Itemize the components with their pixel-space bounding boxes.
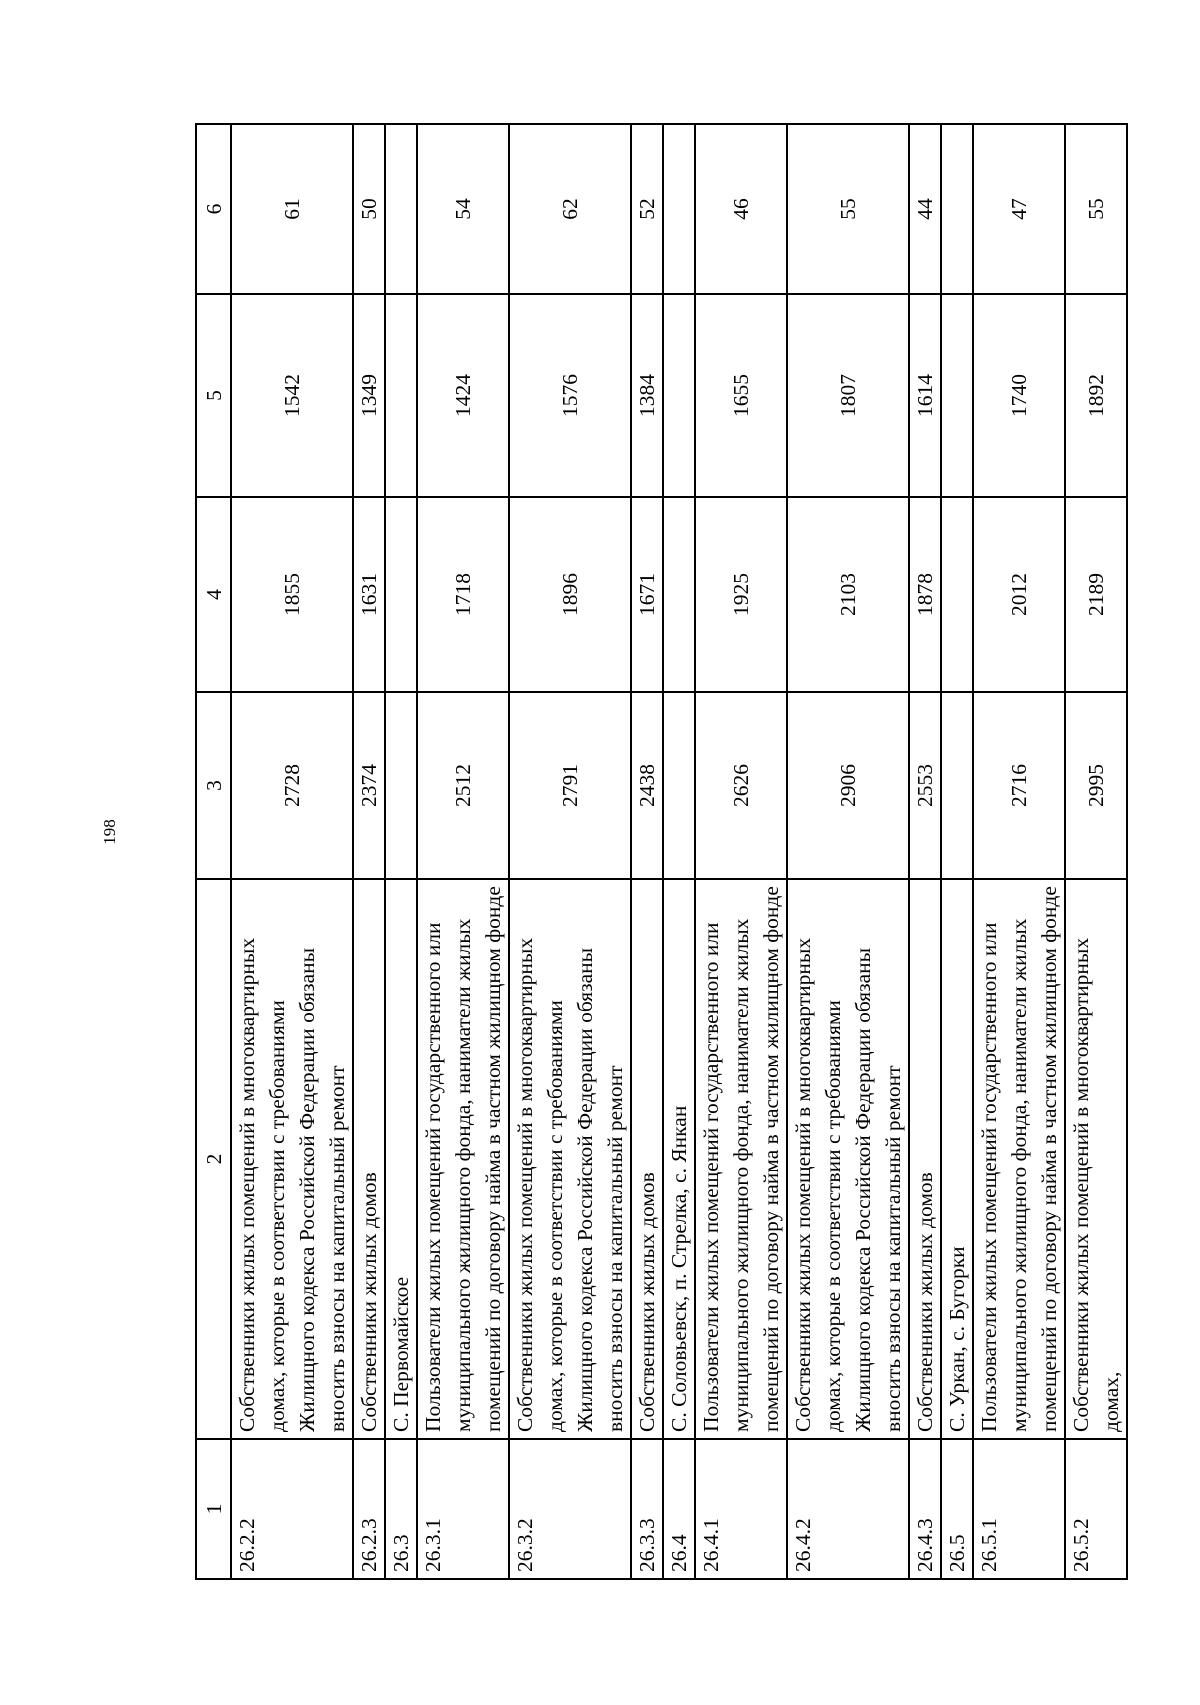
table-row — [417, 124, 509, 1579]
table-row — [695, 124, 787, 1579]
value-cell-col6 — [385, 124, 417, 294]
value-cell-col5 — [385, 294, 417, 497]
value-cell-col6: 54 — [417, 124, 509, 294]
value-cell-col5: 1384 — [631, 294, 663, 497]
header-cell-1: 1 — [196, 1439, 231, 1579]
row-description-cell: С. Первомайское — [385, 879, 417, 1439]
value-cell-col5: 1892 — [1065, 294, 1127, 497]
header-cell-4: 4 — [196, 497, 231, 692]
value-cell-col4 — [385, 497, 417, 692]
table-row — [787, 124, 909, 1579]
value-cell-col3: 2791 — [509, 692, 631, 879]
value-cell-col3: 2906 — [787, 692, 909, 879]
header-cell-3: 3 — [196, 692, 231, 879]
value-cell-col3: 2374 — [353, 692, 385, 879]
value-cell-col4 — [941, 497, 973, 692]
value-cell-col3: 2512 — [417, 692, 509, 879]
value-cell-col5: 1424 — [417, 294, 509, 497]
row-description-cell: С. Соловьевск, п. Стрелка, с. Янкан — [663, 879, 695, 1439]
row-number-cell: 26.3 — [385, 1439, 417, 1579]
value-cell-col4: 1671 — [631, 497, 663, 692]
value-cell-col3 — [941, 692, 973, 879]
value-cell-col5: 1576 — [509, 294, 631, 497]
value-cell-col5: 1349 — [353, 294, 385, 497]
row-description-cell: Собственники жилых помещений в многоквартирных домах, которые в соответствии с требованиями Жилищного кодекса Российской Федерации обязаны вносить взносы на капитальный ремонт — [231, 879, 353, 1439]
value-cell-col5 — [663, 294, 695, 497]
value-cell-col4: 1925 — [695, 497, 787, 692]
value-cell-col5: 1542 — [231, 294, 353, 497]
value-cell-col6: 61 — [231, 124, 353, 294]
header-cell-2: 2 — [196, 879, 231, 1439]
section-row — [941, 124, 973, 1579]
value-cell-col3: 2716 — [973, 692, 1065, 879]
row-number-cell: 26.4.3 — [909, 1439, 941, 1579]
value-cell-col4: 1718 — [417, 497, 509, 692]
value-cell-col3 — [663, 692, 695, 879]
row-description-cell: Пользователи жилых помещений государственного или муниципального жилищного фонда, наниматели жилых помещений по договору найма в частном жилищном фонде — [695, 879, 787, 1439]
table-row — [509, 124, 631, 1579]
table-row — [353, 124, 385, 1579]
value-cell-col4: 2103 — [787, 497, 909, 692]
row-number-cell: 26.4.1 — [695, 1439, 787, 1579]
value-cell-col3: 2728 — [231, 692, 353, 879]
tariff-table-container — [195, 125, 1123, 1580]
value-cell-col4: 1878 — [909, 497, 941, 692]
value-cell-col5: 1614 — [909, 294, 941, 497]
row-number-cell: 26.3.2 — [509, 1439, 631, 1579]
table-row — [231, 124, 353, 1579]
value-cell-col3: 2438 — [631, 692, 663, 879]
row-description-cell: Собственники жилых помещений в многоквартирных домах, которые в соответствии с требованиями Жилищного кодекса Российской Федерации обязаны вносить взносы на капитальный ремонт — [787, 879, 909, 1439]
value-cell-col3: 2626 — [695, 692, 787, 879]
section-row — [385, 124, 417, 1579]
row-description-cell: Пользователи жилых помещений государственного или муниципального жилищного фонда, наниматели жилых помещений по договору найма в частном жилищном фонде — [973, 879, 1065, 1439]
value-cell-col4 — [663, 497, 695, 692]
header-row — [196, 124, 231, 1579]
value-cell-col6 — [663, 124, 695, 294]
table-row — [973, 124, 1065, 1579]
row-number-cell: 26.5 — [941, 1439, 973, 1579]
row-number-cell: 26.4.2 — [787, 1439, 909, 1579]
row-number-cell: 26.3.1 — [417, 1439, 509, 1579]
header-cell-5: 5 — [196, 294, 231, 497]
row-description-cell: Собственники жилых помещений в многоквартирных домах, которые в соответствии с требованиями Жилищного кодекса Российской Федерации обязаны вносить взносы на капитальный ремонт — [509, 879, 631, 1439]
value-cell-col5: 1655 — [695, 294, 787, 497]
value-cell-col4: 2012 — [973, 497, 1065, 692]
value-cell-col6: 52 — [631, 124, 663, 294]
row-description-cell: Собственники жилых домов — [909, 879, 941, 1439]
row-description-cell: Собственники жилых домов — [631, 879, 663, 1439]
table-row — [909, 124, 941, 1579]
row-number-cell: 26.4 — [663, 1439, 695, 1579]
row-description-cell: Собственники жилых помещений в многоквартирных домах, — [1065, 879, 1127, 1439]
row-description-cell: Собственники жилых домов — [353, 879, 385, 1439]
section-row — [663, 124, 695, 1579]
row-number-cell: 26.5.1 — [973, 1439, 1065, 1579]
table-row — [1065, 124, 1127, 1579]
value-cell-col4: 1896 — [509, 497, 631, 692]
value-cell-col6 — [941, 124, 973, 294]
table-body — [231, 124, 1127, 1579]
value-cell-col6: 55 — [787, 124, 909, 294]
row-number-cell: 26.2.3 — [353, 1439, 385, 1579]
value-cell-col6: 47 — [973, 124, 1065, 294]
row-number-cell: 26.5.2 — [1065, 1439, 1127, 1579]
value-cell-col5: 1807 — [787, 294, 909, 497]
value-cell-col3 — [385, 692, 417, 879]
value-cell-col5: 1740 — [973, 294, 1065, 497]
page-number: 198 — [100, 819, 119, 845]
value-cell-col3: 2995 — [1065, 692, 1127, 879]
value-cell-col6: 46 — [695, 124, 787, 294]
table-row — [631, 124, 663, 1579]
tariff-table — [195, 123, 1128, 1580]
value-cell-col6: 55 — [1065, 124, 1127, 294]
value-cell-col4: 1631 — [353, 497, 385, 692]
value-cell-col6: 62 — [509, 124, 631, 294]
header-cell-6: 6 — [196, 124, 231, 294]
row-description-cell: С. Уркан, с. Бугорки — [941, 879, 973, 1439]
row-description-cell: Пользователи жилых помещений государственного или муниципального жилищного фонда, наниматели жилых помещений по договору найма в частном жилищном фонде — [417, 879, 509, 1439]
value-cell-col4: 2189 — [1065, 497, 1127, 692]
row-number-cell: 26.3.3 — [631, 1439, 663, 1579]
value-cell-col3: 2553 — [909, 692, 941, 879]
value-cell-col4: 1855 — [231, 497, 353, 692]
value-cell-col6: 50 — [353, 124, 385, 294]
value-cell-col5 — [941, 294, 973, 497]
row-number-cell: 26.2.2 — [231, 1439, 353, 1579]
value-cell-col6: 44 — [909, 124, 941, 294]
